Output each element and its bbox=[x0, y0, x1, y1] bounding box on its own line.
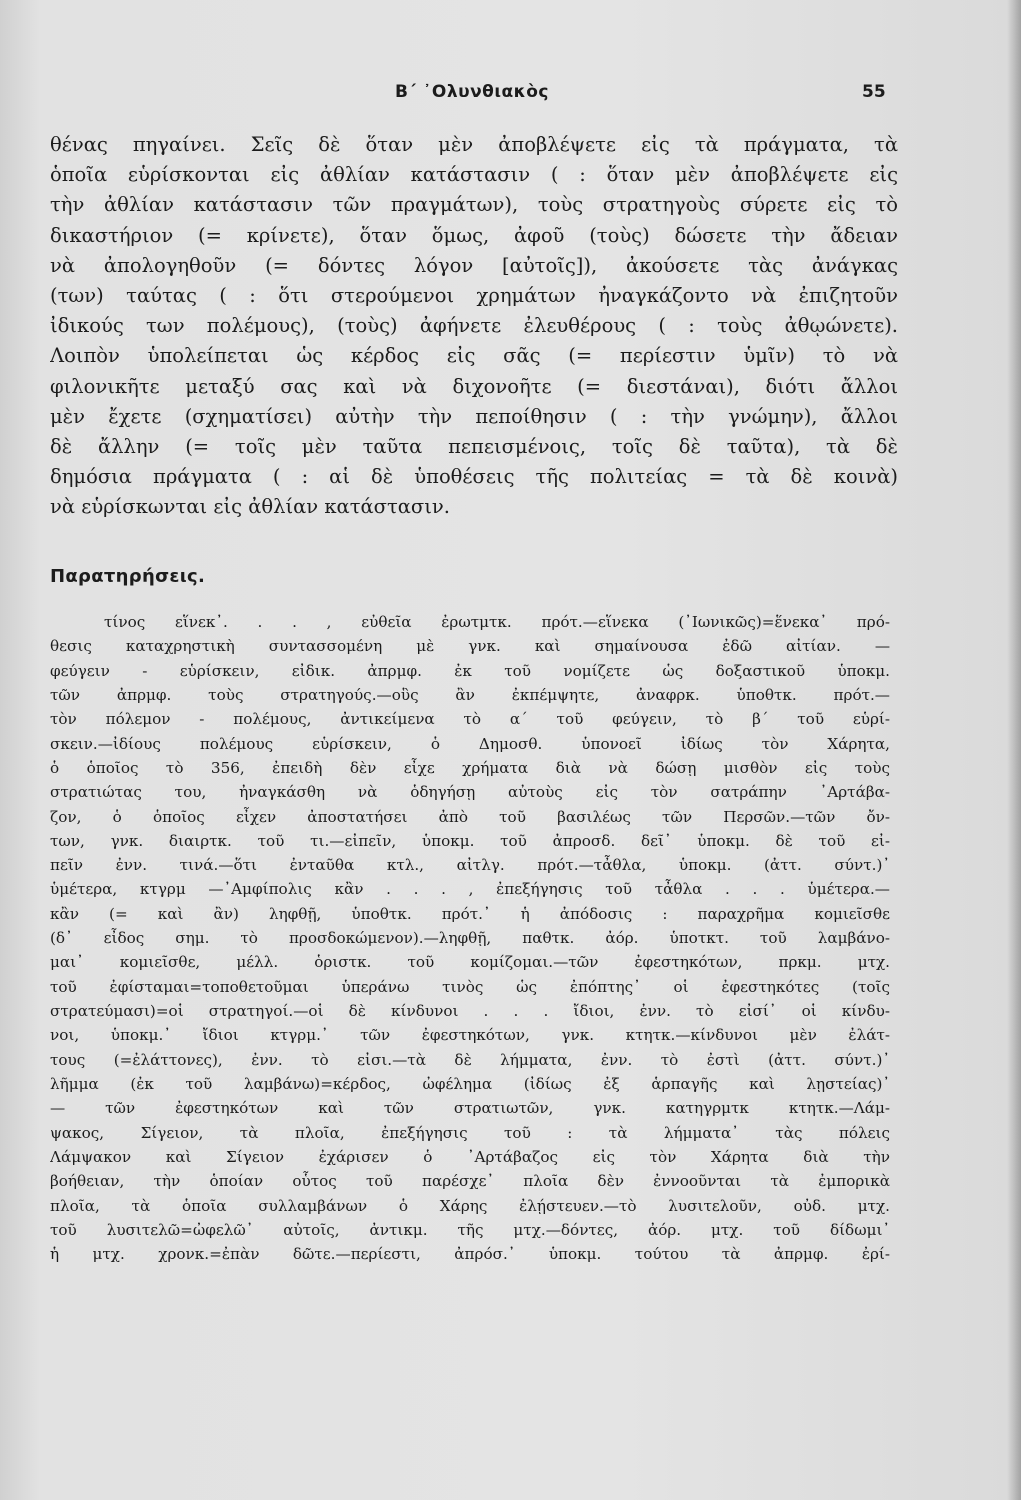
text-line: ἰδικούς των πολέμους), (τοὺς) ἀφήνετε ἐλευθέρους ( : τοὺς ἀθῳώνετε). bbox=[50, 314, 898, 338]
note-line: των, γνκ. διαιρτκ. τοῦ τι.—εἰπεῖν, ὑποκμ. τοῦ ἀπροσδ. δεῖ᾿ ὑποκμ. δὲ τοῦ εἰ- bbox=[50, 831, 890, 850]
section-heading: Παρατηρήσεις. bbox=[50, 566, 206, 587]
text-line: νὰ ἀπολογηθοῦν (= δόντες λόγον [αὐτοῖς]), ἀκούσετε τὰς ἀνάγκας bbox=[50, 253, 898, 277]
page-header bbox=[0, 82, 1021, 112]
text-line: τὴν ἀθλίαν κατάστασιν τῶν πραγμάτων), τοὺς στρατηγοὺς σύρετε εἰς τὸ bbox=[50, 193, 898, 217]
note-line: σκειν.—ἰδίους πολέμους εὑρίσκειν, ὁ Δημοσθ. ὑπονοεῖ ἰδίως τὸν Χάρητα, bbox=[50, 734, 890, 753]
note-line: (δ᾿ εἶδος σημ. τὸ προσδοκώμενον).—ληφθῇ, παθτκ. ἀόρ. ὑποτκτ. τοῦ λαμβάνο- bbox=[50, 929, 890, 948]
note-line: ὁ ὁποῖος τὸ 356, ἐπειδὴ δὲν εἶχε χρήματα διὰ νὰ δώσῃ μισθὸν εἰς τοὺς bbox=[50, 758, 890, 777]
note-line: τοῦ λυσιτελῶ=ὠφελῶ᾿ αὐτοῖς, ἀντικμ. τῆς μτχ.—δόντες, ἀόρ. μτχ. τοῦ δίδωμι᾿ bbox=[50, 1220, 890, 1239]
note-line: ζον, ὁ ὁποῖος εἶχεν ἀποστατήσει ἀπὸ τοῦ βασιλέως τῶν Περσῶν.—τῶν ὄν- bbox=[50, 807, 890, 826]
note-line: θεσις καταχρηστικὴ συντασσομένη μὲ γνκ. καὶ σημαίνουσα ἐδῶ αἰτίαν. — bbox=[50, 637, 890, 656]
note-line: κἂν (= καὶ ἂν) ληφθῇ, ὑποθτκ. πρότ.᾿ ἡ ἀπόδοσις : παραχρῆμα κομιεῖσθε bbox=[50, 904, 890, 923]
page-number: 55 bbox=[862, 82, 886, 102]
text-line: ὁποῖα εὑρίσκονται εἰς ἀθλίαν κατάστασιν ( : ὅταν μὲν ἀποβλέψετε εἰς bbox=[50, 163, 898, 187]
text-line: δημόσια πράγματα ( : αἱ δὲ ὑποθέσεις τῆς πολιτείας = τὰ δὲ κοινὰ) bbox=[50, 465, 898, 489]
note-line: Λάμψακον καὶ Σίγειον ἐχάρισεν ὁ ᾿Αρτάβαζος εἰς τὸν Χάρητα διὰ τὴν bbox=[50, 1147, 890, 1166]
running-title: Β΄ ᾿Ολυνθιακὸς bbox=[395, 82, 549, 102]
text-line: θένας πηγαίνει. Σεῖς δὲ ὅταν μὲν ἀποβλέψετε εἰς τὰ πράγματα, τὰ bbox=[50, 133, 898, 156]
note-line: ἡ μτχ. χρονκ.=ἐπὰν δῶτε.—περίεστι, ἀπρόσ.᾿ ὑποκμ. τούτου τὰ ἀπρμφ. ἐρί- bbox=[50, 1245, 890, 1264]
text-line: νὰ εὑρίσκωνται εἰς ἀθλίαν κατάστασιν. bbox=[50, 495, 450, 519]
text-line: μὲν ἔχετε (σχηματίσει) αὐτὴν τὴν πεποίθησιν ( : τὴν γνώμην), ἄλλοι bbox=[50, 404, 898, 428]
note-line: τοῦ ἐφίσταμαι=τοποθετοῦμαι ὑπεράνω τινὸς ὡς ἐπόπτης᾿ οἱ ἐφεστηκότες (τοῖς bbox=[50, 977, 890, 996]
note-line: λῆμμα (ἐκ τοῦ λαμβάνω)=κέρδος, ὠφέλημα (ἰδίως ἐξ ἁρπαγῆς καὶ λῃστείας)᾿ bbox=[50, 1074, 890, 1093]
note-line: ψακος, Σίγειον, τὰ πλοῖα, ἐπεξήγησις τοῦ : τὰ λήμματα᾿ τὰς πόλεις bbox=[50, 1123, 890, 1142]
note-line: τους (=ἐλάττονες), ἐνν. τὸ εἰσι.—τὰ δὲ λήμματα, ἐνν. τὸ ἐστὶ (ἀττ. σύντ.)᾿ bbox=[50, 1050, 890, 1069]
note-line: τὸν πόλεμον - πολέμους, ἀντικείμενα τὸ α΄ τοῦ φεύγειν, τὸ β΄ τοῦ εὑρί- bbox=[50, 710, 890, 729]
text-line: δὲ ἄλλην (= τοῖς μὲν ταῦτα πεπεισμένοις, τοῖς δὲ ταῦτα), τὰ δὲ bbox=[50, 434, 898, 458]
notes-text bbox=[50, 610, 890, 1266]
note-line: πεῖν ἐνν. τινά.—ὅτι ἐνταῦθα κτλ., αἰτλγ. πρότ.—τἆθλα, ὑποκμ. (ἀττ. σύντ.)᾿ bbox=[50, 856, 890, 875]
note-line: μαι᾿ κομιεῖσθε, μέλλ. ὁριστκ. τοῦ κομίζομαι.—τῶν ἐφεστηκότων, πρκμ. μτχ. bbox=[50, 953, 890, 972]
note-line: στρατεύμασι)=οἱ στρατηγοί.—οἱ δὲ κίνδυνοι . . . ἴδιοι, ἐνν. τὸ εἰσί᾿ οἱ κίνδυ- bbox=[50, 1002, 890, 1020]
note-line: πλοῖα, τὰ ὁποῖα συλλαμβάνων ὁ Χάρης ἐλῄστευεν.—τὸ λυσιτελοῦν, οὐδ. μτχ. bbox=[50, 1196, 890, 1215]
note-line: τῶν ἀπρμφ. τοὺς στρατηγούς.—οὓς ἂν ἐκπέμψητε, ἀναφρκ. ὑποθτκ. πρότ.— bbox=[50, 685, 890, 704]
main-text bbox=[50, 130, 898, 522]
note-line: στρατιώτας του, ἠναγκάσθη νὰ ὁδηγήσῃ αὐτοὺς εἰς τὸν σατράπην ᾿Αρτάβα- bbox=[50, 783, 890, 802]
text-line: Λοιπὸν ὑπολείπεται ὡς κέρδος εἰς σᾶς (= περίεστιν ὑμῖν) τὸ νὰ bbox=[50, 344, 898, 368]
note-line: ὑμέτερα, κτγρμ —᾿Αμφίπολις κἂν . . . , ἐπεξήγησις τοῦ τἆθλα . . . ὑμέτερα.— bbox=[50, 880, 890, 899]
note-line: τίνος εἵνεκ᾿. . . , εὐθεῖα ἐρωτμτκ. πρότ.—εἵνεκα (᾿Ιωνικῶς)=ἕνεκα᾿ πρό- bbox=[104, 613, 890, 631]
note-line: νοι, ὑποκμ.᾿ ἴδιοι κτγρμ.᾿ τῶν ἐφεστηκότων, γνκ. κτητκ.—κίνδυνοι μὲν ἐλάτ- bbox=[50, 1026, 890, 1045]
text-line: (των) ταύτας ( : ὅτι στερούμενοι χρημάτων ἠναγκάζοντο νὰ ἐπιζητοῦν bbox=[50, 283, 898, 307]
note-line: βοήθειαν, τὴν ὁποίαν οὗτος τοῦ παρέσχε᾿ πλοῖα δὲν ἐννοοῦνται τὰ ἐμπορικὰ bbox=[50, 1172, 890, 1191]
note-line: — τῶν ἐφεστηκότων καὶ τῶν στρατιωτῶν, γνκ. κατηγρμτκ κτητκ.—Λάμ- bbox=[50, 1099, 890, 1118]
text-line: φιλονικῆτε μεταξύ σας καὶ νὰ διχονοῆτε (= διεστάναι), διότι ἄλλοι bbox=[50, 374, 898, 398]
note-line: φεύγειν - εὑρίσκειν, εἰδικ. ἀπρμφ. ἐκ τοῦ νομίζετε ὡς δοξαστικοῦ ὑποκμ. bbox=[50, 661, 890, 680]
text-line: δικαστήριον (= κρίνετε), ὅταν ὅμως, ἀφοῦ (τοὺς) δώσετε τὴν ἄδειαν bbox=[50, 223, 898, 247]
